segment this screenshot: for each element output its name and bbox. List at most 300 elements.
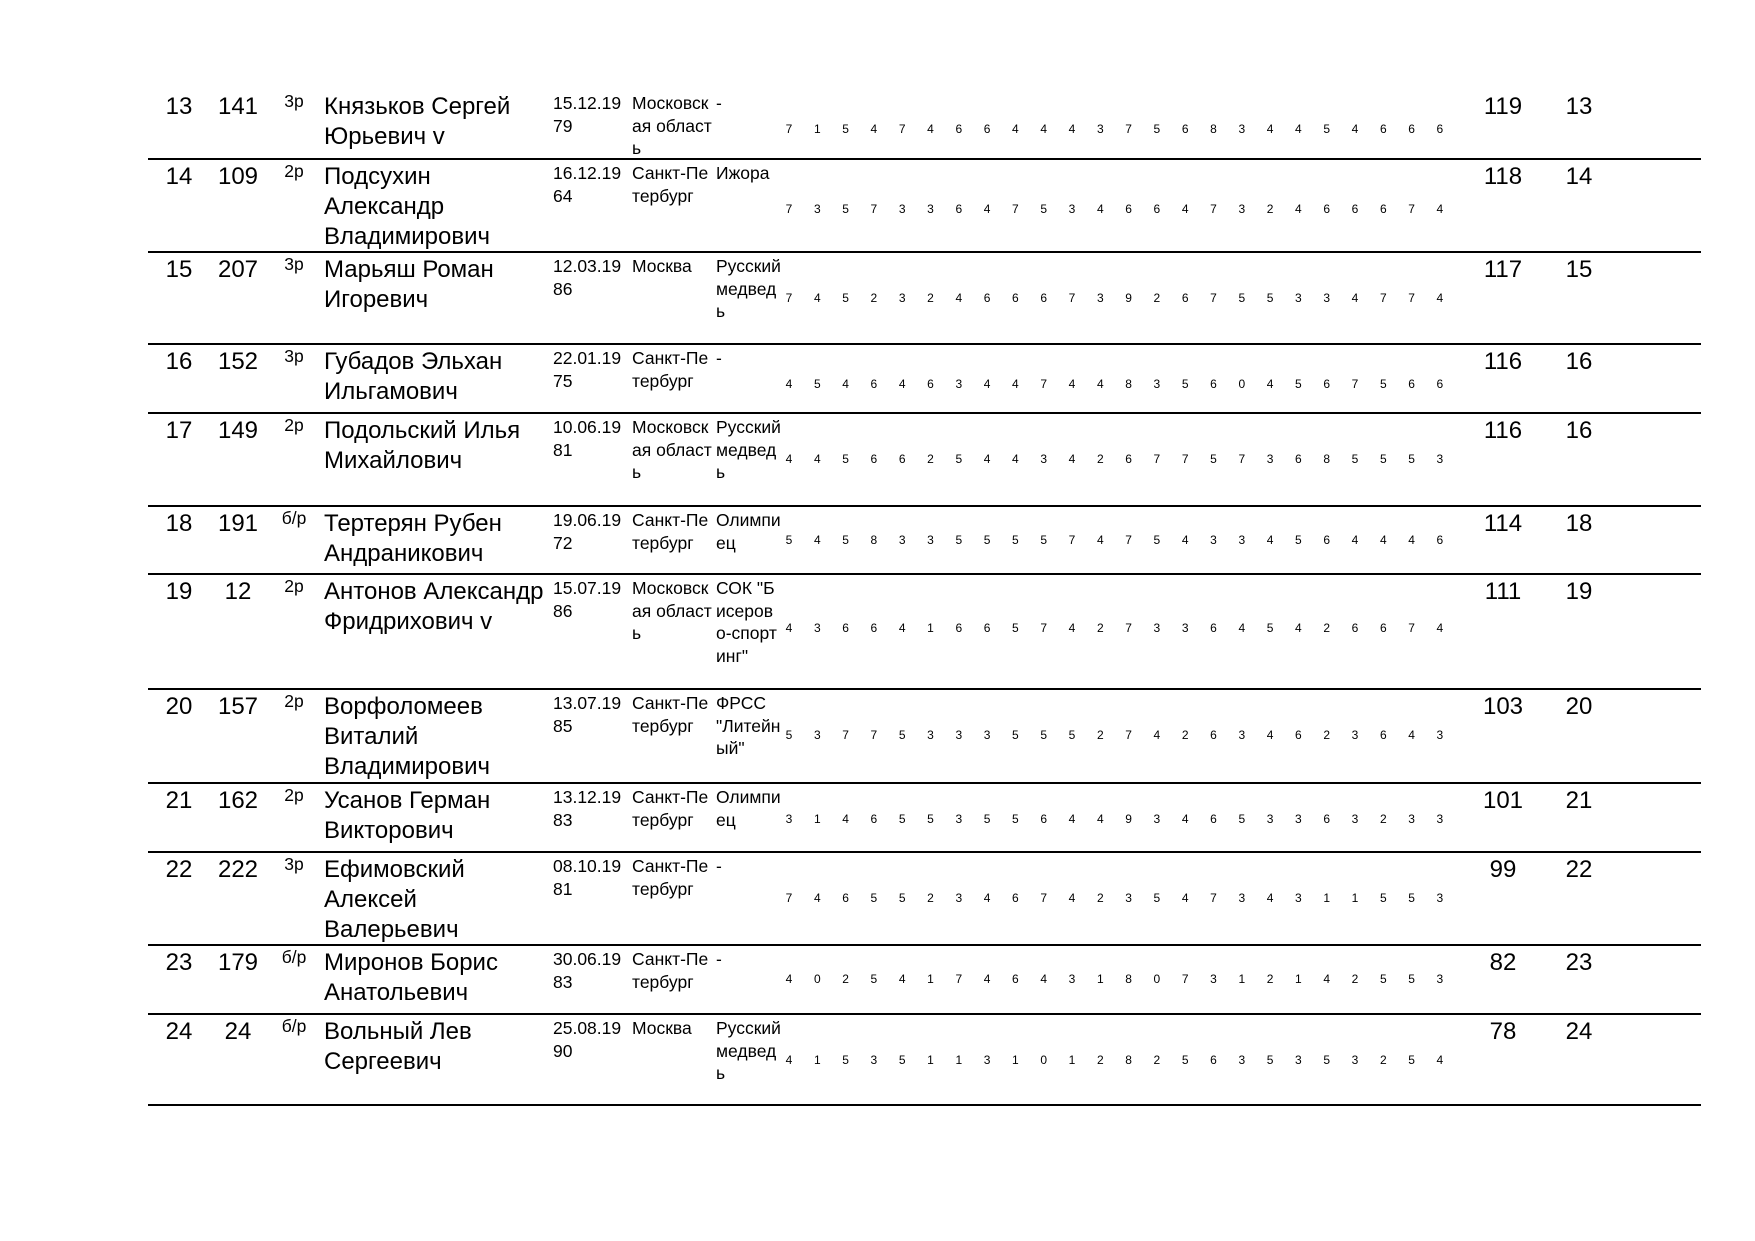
round-score: 2 (1096, 1053, 1104, 1067)
round-score: 3 (955, 377, 963, 391)
round-score: 5 (842, 452, 849, 466)
round-score: 3 (1125, 891, 1132, 905)
round-score: 4 (1295, 122, 1302, 136)
athlete-name-cell: Князьков Сергей Юрьевич v (324, 93, 511, 150)
row-divider (148, 944, 1701, 946)
round-score: 1 (955, 1053, 963, 1067)
round-score: 7 (1012, 202, 1019, 216)
round-score: 6 (1379, 202, 1387, 216)
final-place-cell: 22 (1565, 856, 1593, 883)
round-score: 4 (1238, 621, 1246, 635)
round-score: 4 (842, 812, 849, 826)
round-score: 5 (1153, 533, 1161, 547)
round-score: 3 (955, 812, 963, 826)
round-score: 6 (898, 452, 906, 466)
round-score: 5 (898, 728, 906, 742)
round-score: 7 (1125, 728, 1132, 742)
row-divider (148, 573, 1701, 575)
round-score: 6 (1351, 202, 1359, 216)
bib-number-cell: 141 (217, 93, 259, 120)
round-score: 7 (1125, 533, 1132, 547)
round-score: 6 (1323, 202, 1331, 216)
round-score: 6 (1210, 621, 1217, 635)
round-score: 3 (983, 1053, 991, 1067)
round-score: 7 (1210, 202, 1217, 216)
round-score: 3 (1068, 972, 1076, 986)
round-score: 4 (983, 377, 991, 391)
round-score: 3 (1408, 812, 1415, 826)
round-score: 4 (1012, 452, 1019, 466)
bib-number-cell: 222 (217, 856, 259, 883)
round-score: 2 (1323, 728, 1331, 742)
sport-rank-cell: б/р (281, 947, 307, 967)
round-score: 7 (785, 202, 793, 216)
round-score: 6 (1210, 1053, 1217, 1067)
round-score: 2 (1266, 972, 1274, 986)
round-score: 4 (1068, 377, 1076, 391)
round-score: 3 (1351, 812, 1359, 826)
round-score: 5 (1210, 452, 1217, 466)
round-score: 5 (898, 891, 906, 905)
round-score: 6 (983, 122, 991, 136)
athlete-name-cell: Тертерян Рубен Андраникович (324, 510, 502, 567)
round-score: 4 (1408, 728, 1415, 742)
round-score: 3 (927, 202, 934, 216)
round-score: 2 (927, 891, 934, 905)
round-score: 6 (870, 377, 878, 391)
round-score: 5 (1351, 452, 1359, 466)
round-score: 4 (1040, 122, 1048, 136)
round-score: 8 (1125, 972, 1132, 986)
round-score: 4 (1266, 533, 1274, 547)
round-score: 4 (983, 202, 991, 216)
sport-rank-cell: 3р (284, 254, 304, 274)
athlete-name-cell: Подсухин Александр Владимирович (324, 163, 491, 250)
round-score: 4 (1181, 812, 1189, 826)
total-score-cell: 114 (1483, 510, 1523, 537)
round-score: 6 (1153, 202, 1161, 216)
round-score: 5 (898, 812, 906, 826)
round-score: 6 (1323, 533, 1331, 547)
round-score: 4 (1266, 891, 1274, 905)
round-score: 3 (955, 891, 963, 905)
club-cell: Русский медведь (716, 417, 781, 482)
round-score: 5 (785, 533, 793, 547)
round-score: 6 (1436, 122, 1444, 136)
round-score: 5 (842, 202, 849, 216)
round-score: 3 (1266, 812, 1274, 826)
round-score: 4 (1408, 533, 1415, 547)
round-score: 7 (1408, 202, 1415, 216)
round-score: 3 (1295, 812, 1302, 826)
round-score: 1 (1295, 972, 1302, 986)
round-score: 7 (1238, 452, 1246, 466)
final-place-cell: 13 (1565, 93, 1593, 120)
round-score: 7 (870, 728, 878, 742)
place-cell: 24 (165, 1018, 193, 1045)
round-score: 3 (1295, 891, 1302, 905)
bib-number-cell: 191 (217, 510, 259, 537)
round-score: 5 (898, 1053, 906, 1067)
club-cell: ФРСС "Литейный" (716, 693, 781, 758)
round-score: 4 (983, 452, 991, 466)
region-cell: Санкт-Петербург (632, 787, 709, 830)
region-cell: Московская область (632, 578, 712, 643)
round-score: 3 (1436, 891, 1444, 905)
round-score: 7 (785, 891, 793, 905)
round-score: 1 (1323, 891, 1331, 905)
athlete-name-cell: Ефимовский Алексей Валерьевич (324, 856, 465, 943)
round-score: 3 (898, 533, 906, 547)
round-score: 4 (1351, 122, 1359, 136)
birth-date-cell: 12.03.1986 (553, 256, 622, 299)
athlete-name-cell: Антонов Александр Фридрихович v (324, 578, 544, 635)
round-score: 5 (1408, 891, 1415, 905)
round-score: 7 (1351, 377, 1359, 391)
round-score: 5 (983, 812, 991, 826)
round-score: 6 (1408, 122, 1415, 136)
sport-rank-cell: 2р (284, 415, 304, 435)
round-score: 7 (1408, 291, 1415, 305)
total-score-cell: 116 (1483, 417, 1523, 444)
athlete-name-cell: Усанов Герман Викторович (324, 787, 491, 844)
round-score: 4 (1068, 891, 1076, 905)
round-score: 4 (898, 377, 906, 391)
round-score: 4 (1181, 202, 1189, 216)
round-score: 5 (1408, 1053, 1415, 1067)
round-score: 3 (1181, 621, 1189, 635)
round-score: 4 (1351, 533, 1359, 547)
total-score-cell: 117 (1483, 256, 1523, 283)
round-score: 6 (955, 202, 963, 216)
birth-date-cell: 08.10.1981 (553, 856, 622, 899)
round-score: 1 (813, 1053, 821, 1067)
round-score: 3 (1068, 202, 1076, 216)
round-score: 6 (870, 452, 878, 466)
total-score-cell: 99 (1489, 856, 1517, 883)
round-score: 3 (1153, 812, 1161, 826)
round-score: 2 (1153, 1053, 1161, 1067)
round-score: 1 (813, 122, 821, 136)
birth-date-cell: 10.06.1981 (553, 417, 622, 460)
round-score: 7 (785, 291, 793, 305)
round-score: 4 (1096, 533, 1104, 547)
round-score: 4 (983, 972, 991, 986)
final-place-cell: 18 (1565, 510, 1593, 537)
round-score: 7 (870, 202, 878, 216)
round-score: 4 (1295, 621, 1302, 635)
round-score: 5 (1012, 621, 1019, 635)
round-score: 1 (927, 1053, 934, 1067)
round-score: 4 (1436, 1053, 1444, 1067)
place-cell: 18 (165, 510, 193, 537)
round-score: 5 (1323, 122, 1331, 136)
place-cell: 16 (165, 348, 193, 375)
round-score: 5 (1379, 972, 1387, 986)
round-score: 3 (1238, 891, 1246, 905)
club-cell: Олимпиец (716, 510, 781, 553)
round-score: 7 (1068, 291, 1076, 305)
round-score: 4 (813, 533, 821, 547)
round-score: 4 (785, 452, 793, 466)
round-score: 3 (927, 728, 934, 742)
final-place-cell: 24 (1565, 1018, 1593, 1045)
round-score: 0 (813, 972, 821, 986)
round-score: 2 (1096, 452, 1104, 466)
region-cell: Московская область (632, 93, 712, 158)
round-score: 4 (785, 972, 793, 986)
bib-number-cell: 109 (217, 163, 259, 190)
round-score: 6 (1379, 122, 1387, 136)
row-divider (148, 1013, 1701, 1015)
round-score: 4 (1181, 891, 1189, 905)
round-score: 4 (1012, 377, 1019, 391)
round-score: 7 (1210, 291, 1217, 305)
round-score: 4 (813, 291, 821, 305)
round-score: 5 (1266, 621, 1274, 635)
round-score: 5 (1040, 728, 1048, 742)
round-score: 5 (813, 377, 821, 391)
round-score: 6 (1379, 621, 1387, 635)
round-score: 4 (1068, 812, 1076, 826)
round-score: 4 (813, 891, 821, 905)
round-score: 2 (1266, 202, 1274, 216)
round-score: 6 (1210, 728, 1217, 742)
round-score: 2 (1181, 728, 1189, 742)
round-score: 1 (927, 972, 934, 986)
round-score: 3 (1436, 452, 1444, 466)
round-score: 5 (1266, 291, 1274, 305)
row-divider (148, 412, 1701, 414)
round-score: 5 (1068, 728, 1076, 742)
round-score: 4 (785, 1053, 793, 1067)
club-cell: Ижора (716, 163, 770, 183)
round-score: 9 (1125, 291, 1132, 305)
round-score: 3 (1040, 452, 1048, 466)
round-score: 2 (927, 452, 934, 466)
round-score: 6 (1181, 291, 1189, 305)
round-score: 1 (1096, 972, 1104, 986)
round-score: 3 (1153, 377, 1161, 391)
round-score: 4 (1096, 812, 1104, 826)
round-score: 0 (1153, 972, 1161, 986)
round-score: 8 (1125, 377, 1132, 391)
round-score: 6 (1040, 812, 1048, 826)
round-score: 1 (1012, 1053, 1019, 1067)
total-score-cell: 111 (1484, 578, 1522, 605)
total-score-cell: 101 (1482, 787, 1524, 814)
round-score: 2 (1379, 1053, 1387, 1067)
final-place-cell: 16 (1565, 348, 1593, 375)
round-score: 5 (1153, 891, 1161, 905)
bib-number-cell: 152 (217, 348, 259, 375)
round-score: 6 (1040, 291, 1048, 305)
round-score: 3 (983, 728, 991, 742)
round-score: 4 (1351, 291, 1359, 305)
round-score: 4 (1323, 972, 1331, 986)
round-score: 5 (955, 452, 963, 466)
sport-rank-cell: б/р (281, 1016, 307, 1036)
birth-date-cell: 30.06.1983 (553, 949, 622, 992)
club-cell: Русский медведь (716, 1018, 781, 1083)
round-score: 6 (1379, 728, 1387, 742)
region-cell: Санкт-Петербург (632, 163, 709, 206)
round-score: 7 (785, 122, 793, 136)
round-score: 5 (1012, 812, 1019, 826)
place-cell: 13 (165, 93, 193, 120)
round-score: 5 (1379, 452, 1387, 466)
round-score: 8 (1210, 122, 1217, 136)
round-score: 7 (1040, 891, 1048, 905)
region-cell: Московская область (632, 417, 712, 482)
round-score: 6 (1125, 452, 1132, 466)
region-cell: Санкт-Петербург (632, 693, 709, 736)
round-score: 3 (813, 728, 821, 742)
round-score: 6 (1012, 891, 1019, 905)
round-score: 6 (1125, 202, 1132, 216)
round-score: 5 (1379, 377, 1387, 391)
round-score: 3 (1295, 1053, 1302, 1067)
round-score: 4 (1096, 202, 1104, 216)
row-divider (148, 688, 1701, 690)
round-score: 2 (1323, 621, 1331, 635)
round-score: 3 (898, 202, 906, 216)
round-score: 3 (1436, 728, 1444, 742)
round-score: 5 (927, 812, 934, 826)
place-cell: 20 (165, 693, 193, 720)
total-score-cell: 116 (1483, 348, 1523, 375)
bib-number-cell: 24 (224, 1018, 252, 1045)
round-score: 4 (1096, 377, 1104, 391)
round-score: 6 (1408, 377, 1415, 391)
row-divider (148, 158, 1701, 160)
round-score: 4 (898, 972, 906, 986)
round-score: 3 (870, 1053, 878, 1067)
region-cell: Санкт-Петербург (632, 949, 709, 992)
total-score-cell: 118 (1483, 163, 1523, 190)
round-score: 4 (983, 891, 991, 905)
final-place-cell: 20 (1565, 693, 1593, 720)
sport-rank-cell: 2р (284, 161, 304, 181)
total-score-cell: 103 (1482, 693, 1524, 720)
round-score: 5 (785, 728, 793, 742)
final-place-cell: 19 (1565, 578, 1593, 605)
bib-number-cell: 149 (217, 417, 259, 444)
round-score: 7 (1068, 533, 1076, 547)
place-cell: 22 (165, 856, 193, 883)
athlete-name-cell: Подольский Илья Михайлович (324, 417, 521, 474)
row-divider (148, 343, 1701, 345)
round-score: 4 (785, 621, 793, 635)
region-cell: Санкт-Петербург (632, 510, 709, 553)
round-score: 7 (955, 972, 963, 986)
round-score: 5 (870, 891, 878, 905)
bib-number-cell: 12 (224, 578, 252, 605)
round-score: 2 (1379, 812, 1387, 826)
round-score: 6 (842, 891, 849, 905)
round-score: 5 (1238, 291, 1246, 305)
round-score: 4 (842, 377, 849, 391)
round-score: 4 (813, 452, 821, 466)
round-score: 6 (870, 812, 878, 826)
total-score-cell: 82 (1489, 949, 1517, 976)
round-score: 2 (1096, 891, 1104, 905)
birth-date-cell: 13.07.1985 (553, 693, 622, 736)
round-score: 3 (1096, 291, 1104, 305)
round-score: 3 (1210, 972, 1217, 986)
round-score: 3 (1436, 972, 1444, 986)
place-cell: 21 (165, 787, 193, 814)
round-score: 7 (1125, 621, 1132, 635)
sport-rank-cell: 3р (284, 91, 304, 111)
round-score: 5 (1266, 1053, 1274, 1067)
round-score: 7 (1181, 452, 1189, 466)
round-score: 3 (1096, 122, 1104, 136)
round-score: 4 (1012, 122, 1019, 136)
round-score: 6 (983, 621, 991, 635)
round-score: 5 (842, 291, 849, 305)
sport-rank-cell: 2р (284, 691, 304, 711)
round-score: 6 (1295, 452, 1302, 466)
round-score: 2 (1096, 728, 1104, 742)
round-score: 3 (1351, 728, 1359, 742)
round-score: 2 (1153, 291, 1161, 305)
round-score: 5 (842, 1053, 849, 1067)
round-score: 4 (955, 291, 963, 305)
round-score: 2 (842, 972, 849, 986)
round-score: 7 (1181, 972, 1189, 986)
sport-rank-cell: 2р (284, 576, 304, 596)
round-score: 6 (1210, 812, 1217, 826)
round-score: 4 (1181, 533, 1189, 547)
round-score: 6 (955, 621, 963, 635)
region-cell: Москва (632, 1018, 692, 1038)
round-score: 7 (842, 728, 849, 742)
round-score: 3 (785, 812, 793, 826)
round-score: 1 (1351, 891, 1359, 905)
round-score: 6 (870, 621, 878, 635)
club-cell: СОК "Бисерово-спортинг" (716, 578, 777, 666)
round-score: 6 (1012, 972, 1019, 986)
club-cell: Олимпиец (716, 787, 781, 830)
birth-date-cell: 25.08.1990 (553, 1018, 622, 1061)
club-cell: - (716, 348, 722, 368)
round-score: 4 (1379, 533, 1387, 547)
place-cell: 17 (165, 417, 193, 444)
round-score: 3 (1436, 812, 1444, 826)
round-score: 7 (1153, 452, 1161, 466)
round-score: 4 (1068, 452, 1076, 466)
club-cell: - (716, 949, 722, 969)
round-score: 7 (1040, 621, 1048, 635)
round-score: 5 (1012, 728, 1019, 742)
round-score: 5 (1181, 377, 1189, 391)
place-cell: 23 (165, 949, 193, 976)
round-score: 3 (1238, 122, 1246, 136)
row-divider (148, 1104, 1701, 1106)
round-score: 6 (1295, 728, 1302, 742)
round-score: 6 (955, 122, 963, 136)
round-score: 5 (955, 533, 963, 547)
bib-number-cell: 157 (217, 693, 259, 720)
round-score: 6 (927, 377, 934, 391)
round-score: 3 (813, 621, 821, 635)
birth-date-cell: 16.12.1964 (553, 163, 622, 206)
round-score: 5 (1408, 972, 1415, 986)
sport-rank-cell: 3р (284, 854, 304, 874)
round-score: 5 (1153, 122, 1161, 136)
round-score: 5 (1295, 377, 1302, 391)
